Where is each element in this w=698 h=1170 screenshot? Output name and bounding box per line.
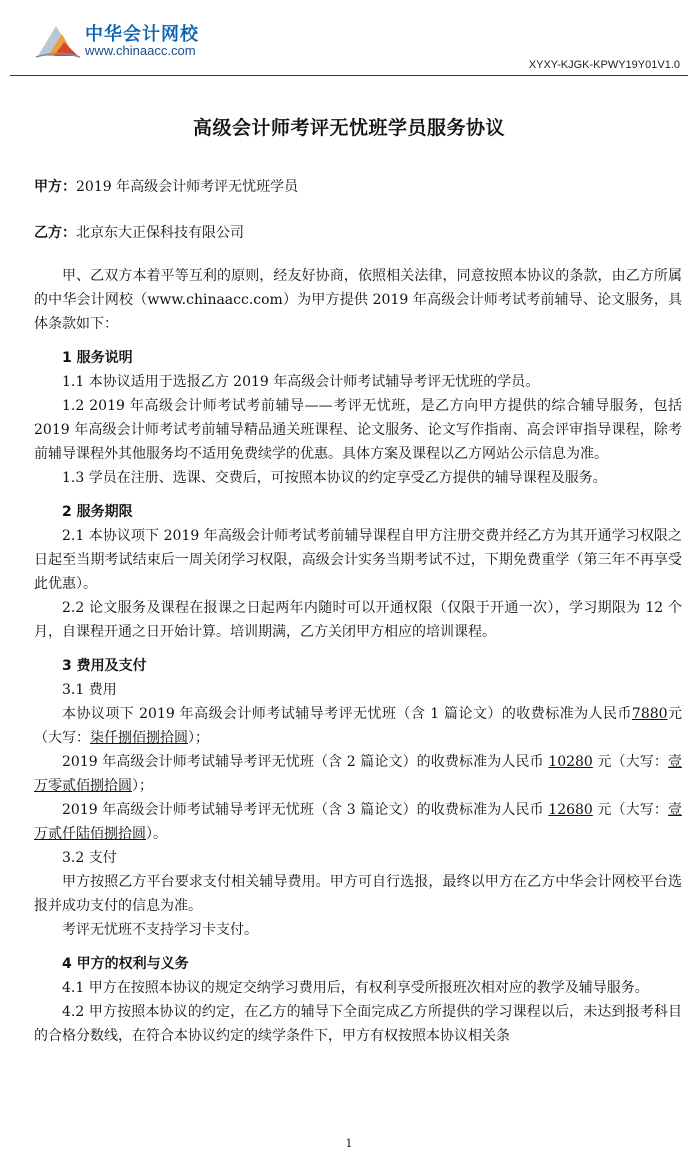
section-4-heading: 4 甲方的权利与义务 (62, 956, 189, 972)
brand-url: www.chinaacc.com (85, 43, 196, 58)
brand-name: 中华会计网校 (85, 24, 199, 45)
clause-3-1-heading: 3.1 费用 (62, 682, 117, 698)
clause-2-1: 2.1 本协议项下 2019 年高级会计师考试考前辅导课程自甲方注册交费并经乙方为其开通学习权限之日起至当期考试结束后一周关闭学习权限，高级会计实务当期考试不过，下期免费重学（第三年不再享受此优惠）。 (34, 528, 682, 592)
party-a-label: 甲方： (34, 179, 76, 195)
fee-2-amount: 10280 (548, 754, 593, 770)
section-1-heading: 1 服务说明 (62, 350, 133, 366)
clause-2-2: 2.2 论文服务及课程在报课之日起两年内随时可以开通权限（仅限于开通一次），学习期限为 12 个月，自课程开通之日开始计算。培训期满，乙方关闭甲方相应的培训课程。 (34, 600, 682, 640)
payment-paragraph: 甲方按照乙方平台要求支付相关辅导费用。甲方可自行选报，最终以甲方在乙方中华会计网校平台选报并成功支付的信息为准。 (34, 874, 682, 914)
party-a (34, 176, 298, 196)
clause-4-2: 4.2 甲方按照本协议的约定，在乙方的辅导下全面完成乙方所提供的学习课程以后，未达到报考科目的合格分数线，在符合本协议约定的续学条件下，甲方有权按照本协议相关条 (34, 1004, 682, 1044)
intro-paragraph: 甲、乙双方本着平等互利的原则，经友好协商，依照相关法律，同意按照本协议的条款，由乙方所属的中华会计网校（www.chinaacc.com）为甲方提供 2019 年高级会计师考试考前辅导、论文服务，具体条款如下： (34, 268, 682, 332)
clause-1-1: 1.1 本协议适用于选报乙方 2019 年高级会计师考试辅导考评无忧班的学员。 (62, 374, 540, 390)
fee-item-3: 2019 年高级会计师考试辅导考评无忧班（含 3 篇论文）的收费标准为人民币 12680 元（大写：壹万贰仟陆佰捌拾圆）。 (34, 802, 682, 842)
fee-item-2: 2019 年高级会计师考试辅导考评无忧班（含 2 篇论文）的收费标准为人民币 10280 元（大写：壹万零贰佰捌拾圆）； (34, 754, 682, 794)
fee-1-amount: 7880 (631, 706, 668, 722)
fee-1-words: 柒仟捌佰捌拾圆 (90, 730, 188, 746)
fee-item-1: 本协议项下 2019 年高级会计师考试辅导考评无忧班（含 1 篇论文）的收费标准为人民币7880元（大写：柒仟捌佰捌拾圆）； (34, 706, 682, 746)
fee-3-words: 壹万贰仟陆佰捌拾圆 (34, 802, 682, 842)
party-b-value: 北京东大正保科技有限公司 (76, 225, 244, 241)
fee-2-words: 壹万零贰佰捌拾圆 (34, 754, 682, 794)
document-title: 高级会计师考评无忧班学员服务协议 (192, 117, 505, 139)
clause-1-3: 1.3 学员在注册、选课、交费后，可按照本协议的约定享受乙方提供的辅导课程及服务。 (62, 470, 607, 486)
page-number: 1 (345, 1137, 353, 1150)
party-a-value: 2019 年高级会计师考评无忧班学员 (76, 179, 299, 195)
document-header (0, 0, 698, 78)
party-b-label: 乙方： (34, 225, 76, 241)
section-3-heading: 3 费用及支付 (62, 658, 147, 674)
clause-4-1: 4.1 甲方在按照本协议的规定交纳学习费用后，有权利享受所报班次相对应的教学及辅导服务。 (62, 980, 649, 996)
section-2-heading: 2 服务期限 (62, 504, 133, 520)
document-code: XYXY-KJGK-KPWY19Y01V1.0 (528, 59, 680, 71)
clause-3-2-heading: 3.2 支付 (62, 850, 117, 866)
party-b (34, 222, 244, 242)
chinaacc-logo-icon (34, 22, 82, 60)
fee-3-amount: 12680 (548, 802, 593, 818)
agreement-body (34, 264, 682, 1048)
payment-note: 考评无忧班不支持学习卡支付。 (62, 922, 258, 938)
header-divider (10, 75, 688, 76)
clause-1-2: 1.2 2019 年高级会计师考试考前辅导——考评无忧班，是乙方向甲方提供的综合辅导服务，包括 2019 年高级会计师考试考前辅导精品通关班课程、论文服务、论文写作指南、高会评审指导课程，除考前辅导课程外其他服务均不适用免费续学的优惠。具体方案及课程以乙方网站公示信息为准。 (34, 398, 682, 462)
